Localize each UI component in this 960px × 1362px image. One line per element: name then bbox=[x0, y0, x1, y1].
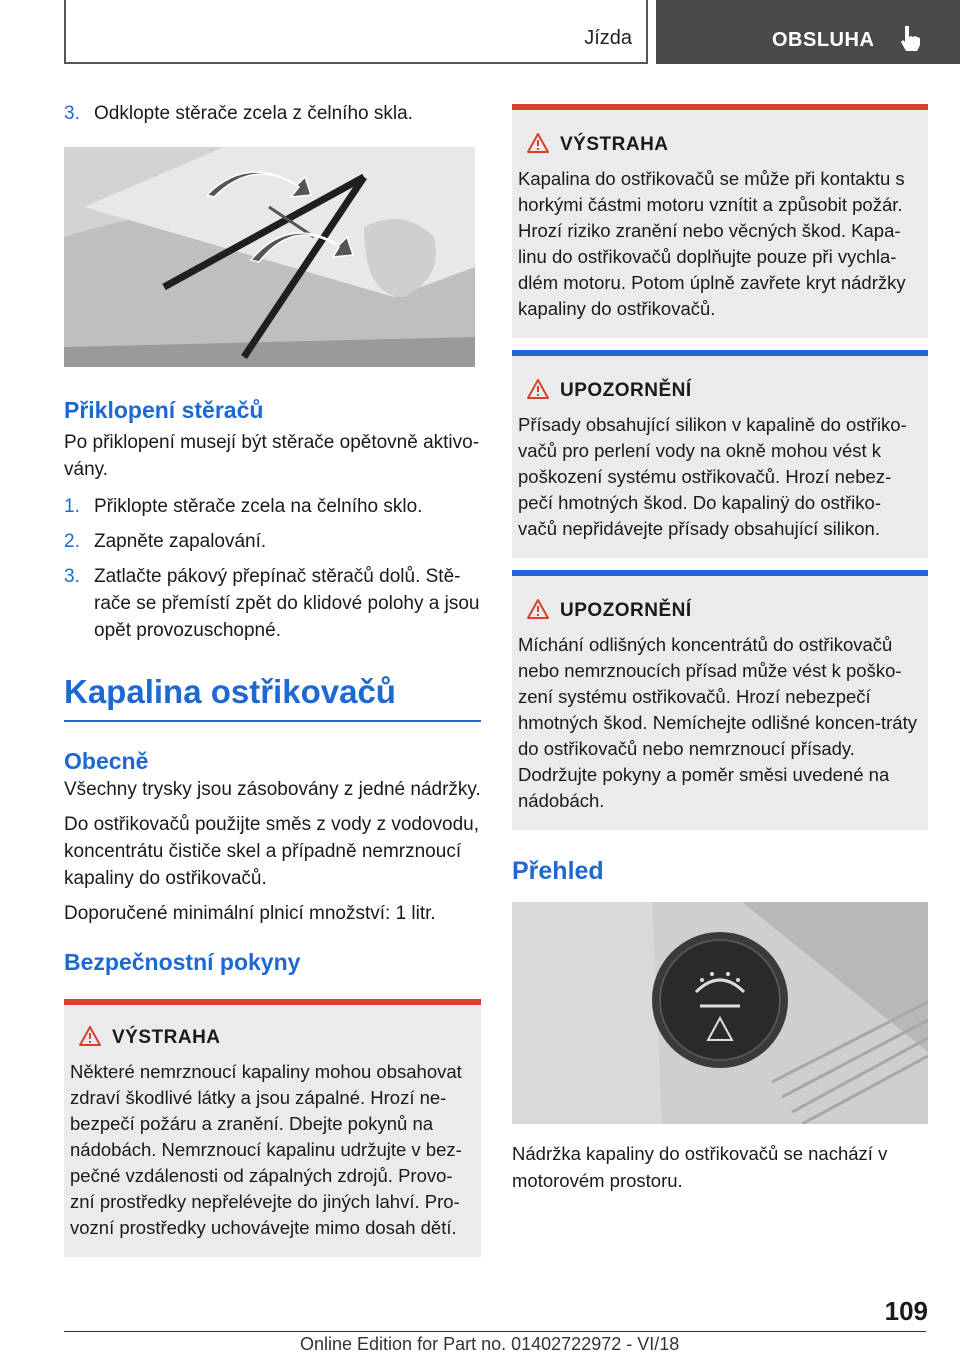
header-chapter-tab bbox=[656, 0, 960, 64]
warning-title-row bbox=[518, 132, 918, 158]
step-number: 3. bbox=[64, 103, 80, 124]
paragraph-fold-back-intro: Po přiklopení musejí být stěrače opětovně aktivo-vány. bbox=[64, 432, 480, 480]
warning-triangle-icon bbox=[526, 378, 550, 400]
warning-text: Některé nemrznoucí kapaliny mohou obsahovat zdraví škodlivé látky a jsou zápalné. Hrozí ne-bezpečí požáru a zranění. Dbejte pokynů na nádobách. Nemrznoucí kapalinu udržujte v bez-pečné vzdálenosti od zápalných zdrojů. Provo-zní prostředky nepřelévejte do jiných lahví. Pro-vozní prostředky uchovávejte mimo dosah dětí. bbox=[70, 1061, 462, 1238]
step-item bbox=[64, 100, 481, 127]
figure-wipers-folded-out bbox=[64, 147, 475, 367]
subsection-folding-back bbox=[64, 395, 481, 644]
notice-box bbox=[512, 570, 928, 830]
subheading-overview: Přehled bbox=[512, 857, 604, 885]
step-item bbox=[64, 563, 481, 644]
warning-title: VÝSTRAHA bbox=[112, 1027, 221, 1048]
notice-bar bbox=[512, 570, 928, 576]
warning-bar bbox=[512, 104, 928, 110]
step-text: Odklopte stěrače zcela z čelního skla. bbox=[94, 103, 413, 124]
hand-pointer-icon bbox=[896, 24, 926, 54]
warning-text: Kapalina do ostřikovačů se může při kontaktu s horkými částmi motoru vznítit a způsobit požár. Hrozí riziko zranění nebo věcných škod. Kapa-linu do ostřikovačů doplňujte pouze při vychla-dlém motoru. Potom úplně zavřete kryt nádržky kapaliny do ostřikovačů. bbox=[518, 168, 906, 319]
paragraph-fill-quantity: Doporučené minimální plnicí množství: 1 litr. bbox=[64, 903, 436, 924]
paragraph-fluid-mix: Do ostřikovačů použijte směs z vody z vodovodu, koncentrátu čističe skel a případně nemrznoucí kapaliny do ostřikovačů. bbox=[64, 814, 480, 889]
step-number: 1. bbox=[64, 496, 80, 517]
figure-caption: Nádržka kapaliny do ostřikovačů se nachází v motorovém prostoru. bbox=[512, 1143, 888, 1191]
subheading-general: Obecně bbox=[64, 748, 149, 774]
warning-triangle-icon bbox=[526, 598, 550, 620]
step-number: 2. bbox=[64, 531, 80, 552]
subheading-wipers-fold-back: Přiklopení stěračů bbox=[64, 397, 264, 423]
page-number: 109 bbox=[884, 1296, 928, 1326]
header-section-box bbox=[64, 0, 648, 64]
subheading-safety: Bezpečnostní pokyny bbox=[64, 949, 301, 975]
step-text: Přiklopte stěrače zcela na čelního sklo. bbox=[94, 496, 423, 517]
notice-title: UPOZORNĚNÍ bbox=[560, 380, 692, 401]
left-column bbox=[64, 100, 481, 1257]
warning-box bbox=[512, 104, 928, 338]
step-text: Zatlačte pákový přepínač stěračů dolů. Stě-rače se přemístí zpět do klidové polohy a jsou opět provozuschopné. bbox=[94, 566, 480, 641]
step-text: Zapněte zapalování. bbox=[94, 531, 267, 552]
step-item bbox=[64, 493, 481, 520]
wiper-illustration bbox=[64, 147, 475, 367]
footer-rule bbox=[64, 1331, 926, 1332]
notice-title-row bbox=[518, 378, 918, 404]
section-heading-washer-fluid: Kapalina ostřikovačů bbox=[64, 670, 481, 722]
warning-title: VÝSTRAHA bbox=[560, 134, 669, 155]
footer-edition: Online Edition for Part no. 01402722972 - VI/18 bbox=[300, 1334, 680, 1354]
notice-box bbox=[512, 350, 928, 558]
right-column bbox=[512, 104, 928, 1202]
figure-washer-reservoir bbox=[512, 902, 928, 1124]
header-chapter-label: OBSLUHA bbox=[772, 29, 875, 51]
warning-triangle-icon bbox=[78, 1025, 102, 1047]
notice-title: UPOZORNĚNÍ bbox=[560, 600, 692, 621]
notice-text: Míchání odlišných koncentrátů do ostřikovačů nebo nemrznoucích přísad může vést k poško-zení systému ostřikovačů. Hrozí nebezpečí hmotných škod. Nemíchejte odlišné koncen-tráty do ostřikovačů nebo nemrznoucí přísady. Dodržujte pokyny a poměr směsi uvedené na nádobách. bbox=[518, 634, 917, 811]
header-section-title: Jízda bbox=[584, 27, 632, 49]
step-number: 3. bbox=[64, 566, 80, 587]
paragraph-nozzles: Všechny trysky jsou zásobovány z jedné nádržky. bbox=[64, 779, 481, 800]
reservoir-illustration bbox=[512, 902, 928, 1124]
warning-bar bbox=[64, 999, 481, 1005]
step-item bbox=[64, 528, 481, 555]
warning-title-row bbox=[70, 1025, 471, 1051]
notice-text: Přísady obsahující silikon v kapalině do ostřiko-vačů pro perlení vody na okně mohou vést k poškození systému ostřikovačů. Hrozí nebez-pečí hmotných škod. Do kapalinÿ do ostřiko-vačů nepřidávejte přísady obsahující silikon. bbox=[518, 414, 907, 539]
notice-title-row bbox=[518, 598, 918, 624]
warning-triangle-icon bbox=[526, 132, 550, 154]
notice-bar bbox=[512, 350, 928, 356]
warning-box bbox=[64, 999, 481, 1257]
